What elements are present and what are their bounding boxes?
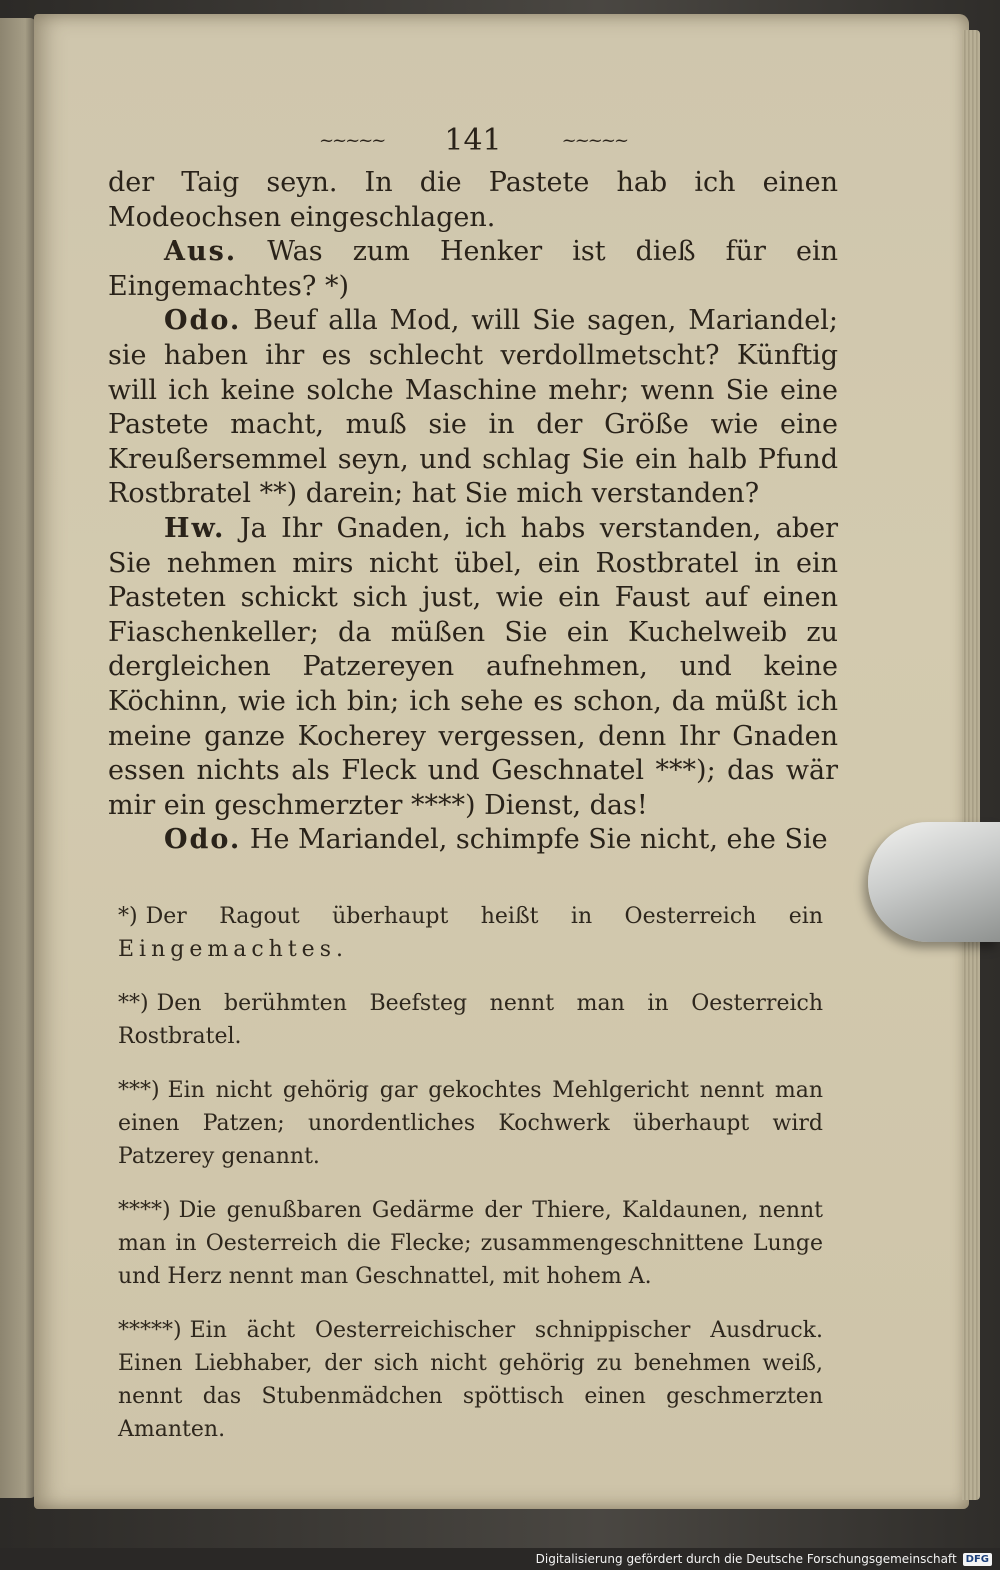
footer-bar — [0, 1548, 1000, 1570]
page-number: 141 — [444, 122, 502, 158]
speaker: Odo. — [164, 305, 242, 337]
footnote-mark: *) — [118, 904, 138, 929]
paragraph-text: Beuf alla Mod, will Sie sagen, Mariandel; sie haben ihr es schlecht verdollmetscht? Künftig will ich keine solche Maschine mehr; wenn Sie eine Pastete macht, muß sie in der Größe wie eine Kreußersemmel seyn, und schlag Sie ein halb Pfund Rostbratel **) darein; hat Sie mich verstanden? — [108, 305, 838, 510]
paragraph — [108, 235, 838, 304]
footer-credit: Digitalisierung gefördert durch die Deutsche Forschungsgemeinschaft — [535, 1552, 957, 1566]
paragraph — [108, 823, 838, 858]
page-content — [108, 118, 838, 858]
footnote-mark: **) — [118, 991, 149, 1016]
body-text — [108, 166, 838, 858]
paragraph — [108, 304, 838, 512]
footnote-spaced-text: Eingemachtes. — [118, 937, 348, 962]
paragraph — [108, 512, 838, 823]
paragraph-text: Was zum Henker ist dieß für ein Eingemachtes? *) — [108, 236, 838, 302]
dfg-logo: DFG — [963, 1553, 992, 1566]
footnote — [118, 1194, 823, 1293]
running-header — [108, 118, 838, 162]
footnote — [118, 900, 823, 966]
paragraph-text: der Taig seyn. In die Pastete hab ich einen Modeochsen eingeschlagen. — [108, 167, 838, 233]
speaker: Aus. — [164, 236, 238, 268]
header-ornament-right: ~~~~~ — [561, 129, 628, 151]
footnote-text: Ein nicht gehörig gar gekochtes Mehlgericht nennt man einen Patzen; unordentliches Kochwerk überhaupt wird Patzerey genannt. — [118, 1078, 823, 1169]
footnote-text: Die genußbaren Gedärme der Thiere, Kaldaunen, nennt man in Oesterreich die Flecke; zusammengeschnittene Lunge und Herz nennt man Geschnattel, mit hohem A. — [118, 1198, 823, 1289]
footnote — [118, 987, 823, 1053]
footnote — [118, 1314, 823, 1446]
footnote-mark: ****) — [118, 1198, 171, 1223]
footnote-text: Ein ächt Oesterreichischer schnippischer Ausdruck. Einen Liebhaber, der sich nicht gehörig zu benehmen weiß, nennt das Stubenmädchen spöttisch einen geschmerzten Amanten. — [118, 1318, 823, 1442]
footnote-text: Den berühmten Beefsteg nennt man in Oesterreich Rostbratel. — [118, 991, 823, 1049]
page-clip — [868, 822, 1000, 942]
paragraph-text: Ja Ihr Gnaden, ich habs verstanden, aber Sie nehmen mirs nicht übel, ein Rostbratel in ein Pasteten schickt sich just, wie ein Faust auf einen Fiaschenkeller; da müßen Sie ein Kuchelweib zu dergleichen Patzereyen aufnehmen, und keine Köchinn, wie ich bin; ich sehe es schon, da müßt ich meine ganze Kocherey vergessen, denn Ihr Gnaden essen nichts als Fleck und Geschnatel ***); das wär mir ein geschmerzter ****) Dienst, das! — [108, 512, 838, 821]
speaker: Hw. — [164, 512, 226, 544]
paragraph-text: He Mariandel, schimpfe Sie nicht, ehe Sie — [241, 824, 828, 856]
footnote-mark: ***) — [118, 1078, 160, 1103]
paragraph — [108, 166, 838, 235]
previous-page-edge — [0, 18, 36, 1498]
footnotes — [118, 900, 823, 1467]
footnote — [118, 1074, 823, 1173]
footnote-mark: *****) — [118, 1318, 182, 1343]
speaker: Odo. — [164, 824, 242, 856]
footnote-text: Der Ragout überhaupt heißt in Oesterreich ein — [145, 904, 823, 929]
header-ornament-left: ~~~~~ — [318, 129, 385, 151]
page-stack-edge — [962, 30, 980, 1500]
